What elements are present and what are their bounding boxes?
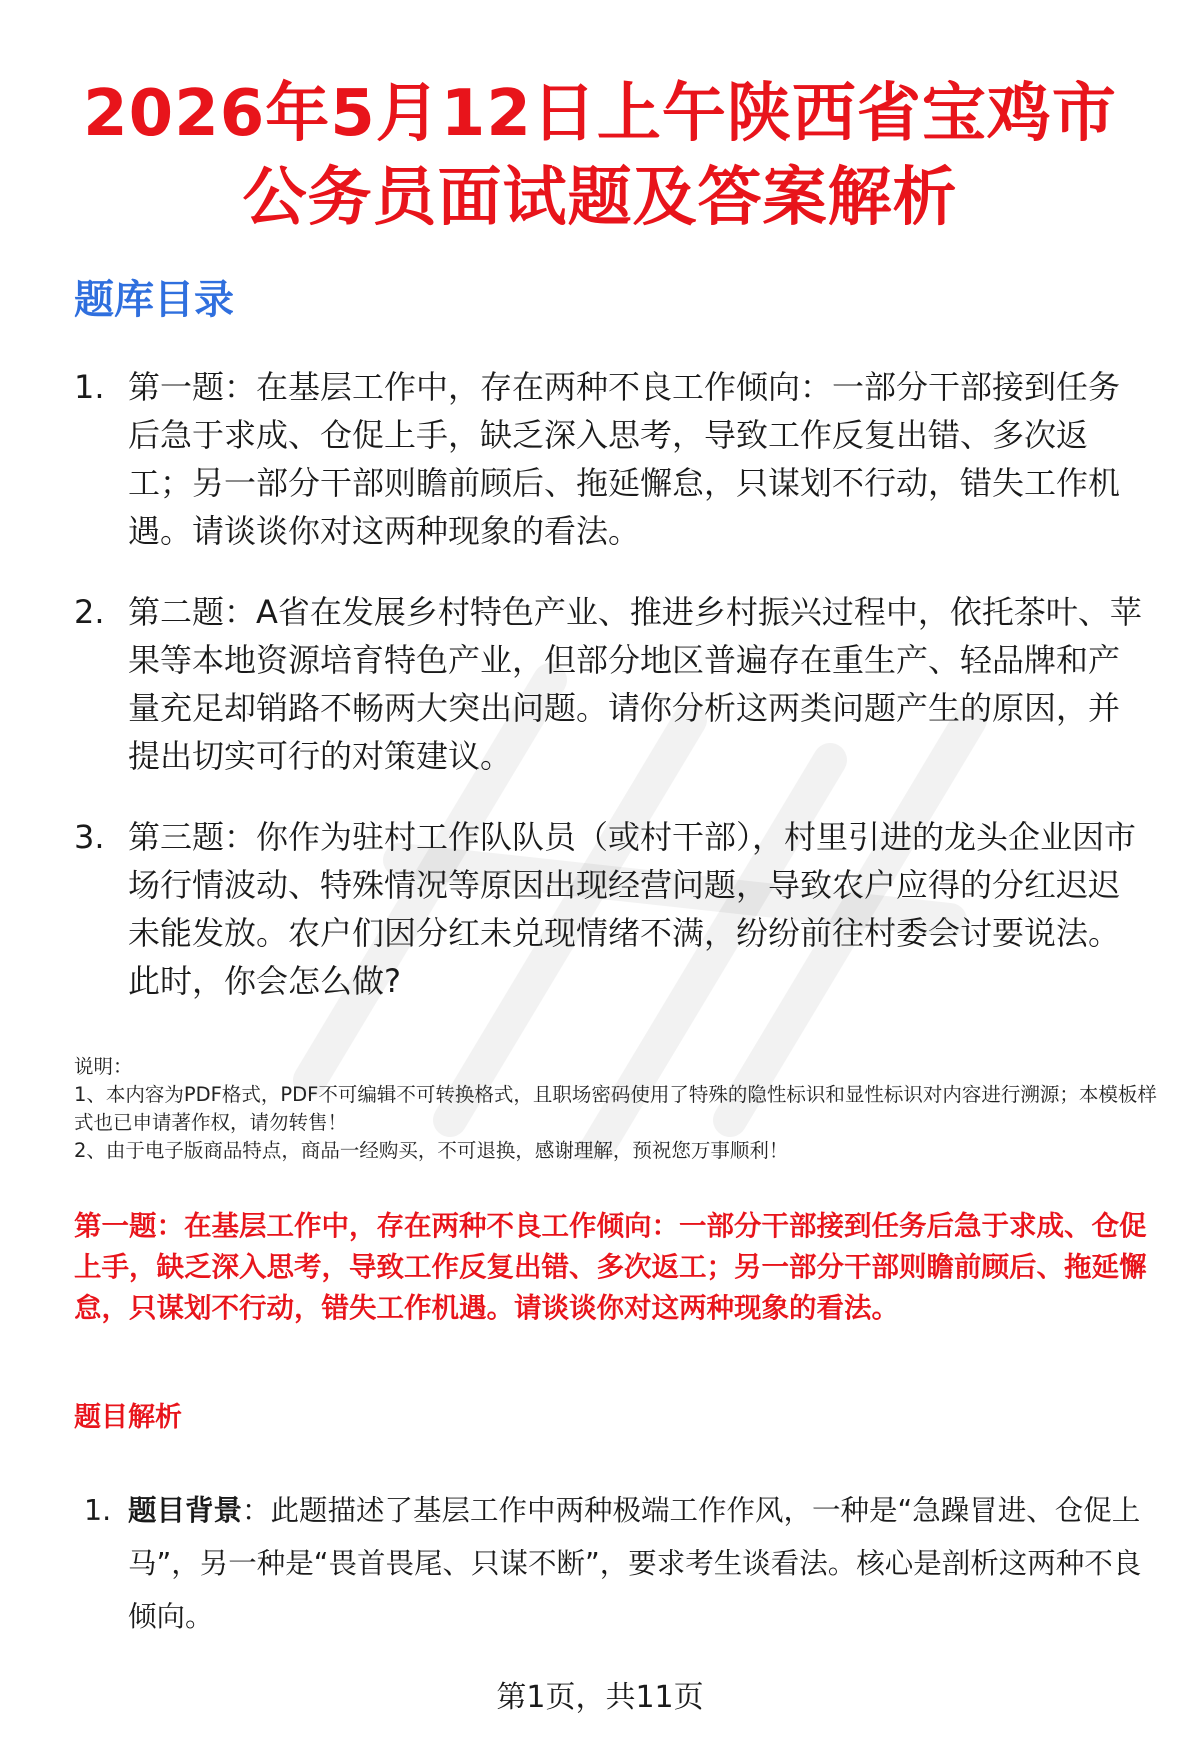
analysis-item-label: 题目背景 [128, 1494, 243, 1527]
analysis-item-number: 1. [84, 1494, 112, 1527]
notes-item-2: 2、由于电子版商品特点，商品一经购买，不可退换，感谢理解，预祝您万事顺利！ [74, 1139, 789, 1162]
title-line-2: 公务员面试题及答案解析 [242, 161, 958, 235]
page-footer: 第1页，共11页 [496, 1680, 704, 1715]
analysis-item-text: ：此题描述了基层工作中两种极端工作作风，一种是“急躁冒进、仓促上马”，另一种是“畏首畏尾、只谋不断”，要求考生谈看法。核心是剖析这两种不良倾向。 [128, 1494, 1142, 1633]
document-title [40, 72, 1160, 240]
analysis-heading: 题目解析 [74, 1402, 182, 1433]
question-title: 第一题：在基层工作中，存在两种不良工作倾向：一部分干部接到任务后急于求成、仓促上手，缺乏深入思考，导致工作反复出错、多次返工；另一部分干部则瞻前顾后、拖延懈怠，只谋划不行动，错失工作机遇。请谈谈你对这两种现象的看法。 [74, 1210, 1147, 1324]
toc-item-number: 1. [74, 368, 105, 406]
toc-list [74, 363, 1144, 1038]
toc-item-number: 3. [74, 818, 105, 856]
toc-item-text: 第一题：在基层工作中，存在两种不良工作倾向：一部分干部接到任务后急于求成、仓促上手，缺乏深入思考，导致工作反复出错、多次返工；另一部分干部则瞻前顾后、拖延懈怠，只谋划不行动，错失工作机遇。请谈谈你对这两种现象的看法。 [128, 368, 1121, 550]
analysis-item-1 [84, 1484, 1154, 1643]
title-line-1: 2026年5月12日上午陕西省宝鸡市 [83, 77, 1117, 151]
notes-item-1: 1、本内容为PDF格式，PDF不可编辑不可转换格式，且职场密码使用了特殊的隐性标识和显性标识对内容进行溯源；本模板样式也已申请著作权，请勿转售！ [74, 1083, 1157, 1134]
analysis-list [84, 1484, 1154, 1643]
toc-item-1 [74, 363, 1144, 555]
toc-item-3 [74, 813, 1144, 1005]
notes-heading: 说明： [74, 1055, 133, 1078]
notes-block [74, 1053, 1164, 1165]
toc-item-number: 2. [74, 593, 105, 631]
toc-item-2 [74, 588, 1144, 780]
toc-heading: 题库目录 [74, 277, 234, 323]
toc-item-text: 第二题：A省在发展乡村特色产业、推进乡村振兴过程中，依托茶叶、苹果等本地资源培育特色产业，但部分地区普遍存在重生产、轻品牌和产量充足却销路不畅两大突出问题。请你分析这两类问题产生的原因，并提出切实可行的对策建议。 [128, 593, 1142, 775]
toc-item-text: 第三题：你作为驻村工作队队员（或村干部），村里引进的龙头企业因市场行情波动、特殊情况等原因出现经营问题，导致农户应得的分红迟迟未能发放。农户们因分红未兑现情绪不满，纷纷前往村委会讨要说法。此时，你会怎么做? [128, 818, 1137, 1000]
